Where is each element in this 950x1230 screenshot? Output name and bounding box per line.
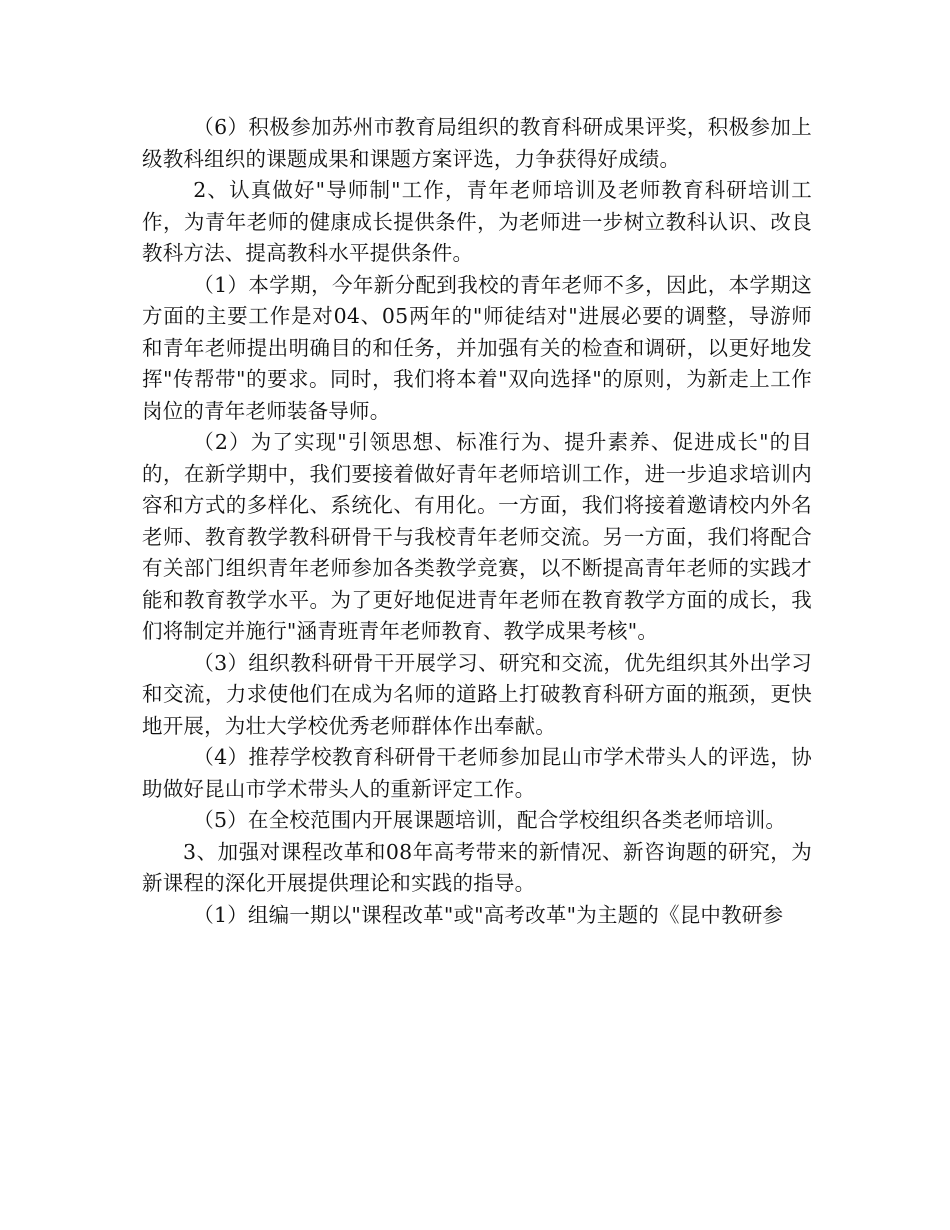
paragraph-item-1: （1）本学期，今年新分配到我校的青年老师不多，因此，本学期这方面的主要工作是对04、05两年的"师徒结对"进展必要的调整，导游师和青年老师提出明确目的和任务，并加强有关的检查和调研，以更好地发挥"传帮带"的要求。同时，我们将本着"双向选择"的原则，为新走上工作岗位的青年老师装备导师。 — [142, 272, 812, 423]
paragraph-item-6: （6）积极参加苏州市教育局组织的教育科研成果评奖，积极参加上级教科组织的课题成果和课题方案评选，力争获得好成绩。 — [142, 115, 812, 171]
paragraph-item-4: （4）推荐学校教育科研骨干老师参加昆山市学术带头人的评选，协助做好昆山市学术带头人的重新评定工作。 — [142, 745, 812, 801]
document-page — [142, 112, 812, 931]
paragraph-section-2: 2、认真做好"导师制"工作，青年老师培训及老师教育科研培训工作，为青年老师的健康成长提供条件，为老师进一步树立教科认识、改良教科方法、提高教科水平提供条件。 — [142, 178, 812, 265]
paragraph-item-1b: （1）组编一期以"课程改革"或"高考改革"为主题的《昆中教研参 — [193, 902, 784, 927]
paragraph-section-3: 3、加强对课程改革和08年高考带来的新情况、新咨询题的研究，为新课程的深化开展提供理论和实践的指导。 — [142, 839, 812, 895]
paragraph-item-2: （2）为了实现"引领思想、标准行为、提升素养、促进成长"的目的，在新学期中，我们要接着做好青年老师培训工作，进一步追求培训内容和方式的多样化、系统化、有用化。一方面，我们将接着邀请校内外名老师、教育教学教科研骨干与我校青年老师交流。另一方面，我们将配合有关部门组织青年老师参加各类教学竞赛，以不断提高青年老师的实践才能和教育教学水平。为了更好地促进青年老师在教育教学方面的成长，我们将制定并施行"涵青班青年老师教育、教学成果考核"。 — [142, 430, 812, 643]
paragraph-item-5: （5）在全校范围内开展课题培训，配合学校组织各类老师培训。 — [193, 808, 787, 832]
paragraph-item-3: （3）组织教科研骨干开展学习、研究和交流，优先组织其外出学习和交流，力求使他们在成为名师的道路上打破教育科研方面的瓶颈，更快地开展，为壮大学校优秀老师群体作出奉献。 — [142, 650, 812, 738]
